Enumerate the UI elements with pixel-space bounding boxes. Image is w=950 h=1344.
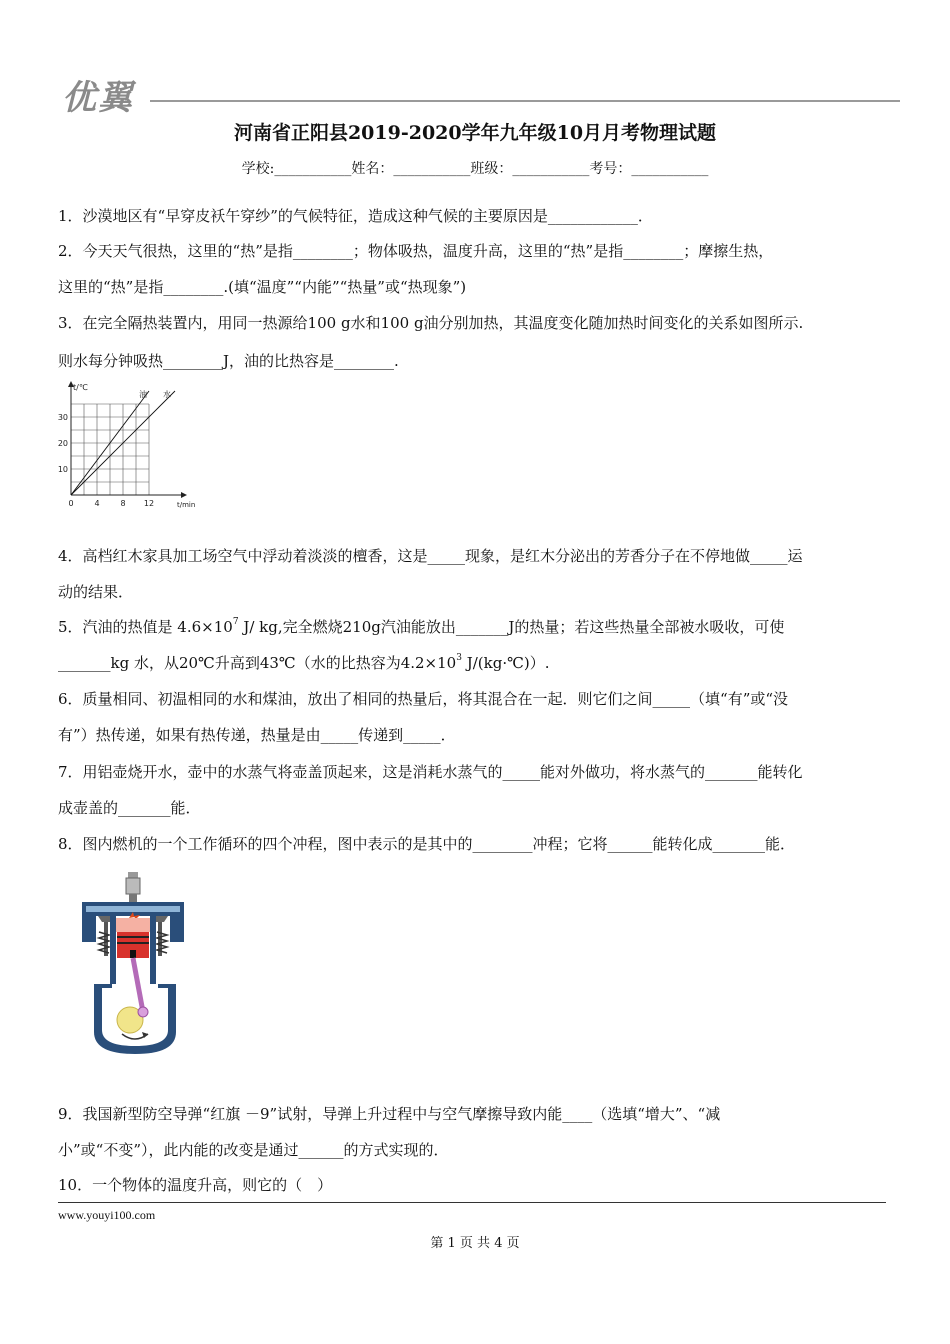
question-3-line-2: 则水每分钟吸热________J，油的比热容是________. [58, 352, 399, 370]
y-tick-label: 10 [57, 465, 68, 474]
question-8: 8．图内燃机的一个工作循环的四个冲程，图中表示的是其中的________冲程；它将______能转化成_______能． [58, 835, 796, 853]
question-7-line-1: 7．用铝壶烧开水，壶中的水蒸气将壶盖顶起来，这是消耗水蒸气的_____能对外做功，将水蒸气的_______能转化 [58, 763, 803, 781]
x-tick-label: 8 [120, 499, 126, 508]
page-title: 河南省正阳县2019-2020学年九年级10月月考物理试题 [233, 122, 717, 144]
page-number: 第 1 页 共 4 页 [430, 1236, 520, 1251]
student-info-line: 学校:___________姓名：___________班级：___________考号：___________ [241, 161, 709, 177]
question-4-line-1: 4．高档红木家具加工场空气中浮动着淡淡的檀香，这是_____现象，是红木分泌出的芳香分子在不停地做_____运 [58, 547, 803, 565]
logo: 优翼 [62, 78, 134, 118]
x-tick-label: 4 [94, 499, 100, 508]
question-10: 10．一个物体的温度升高，则它的（ ） [58, 1176, 333, 1194]
y-tick-label: 30 [57, 413, 68, 422]
y-tick-label: 20 [57, 439, 68, 448]
footer-url: www.youyi100.com [58, 1208, 156, 1222]
question-2-line-2: 这里的“热”是指________.(填“温度”“内能”“热量”或“热现象”) [58, 278, 467, 296]
question-6-line-2: 有”）热传递，如果有热传递，热量是由_____传递到_____． [58, 726, 456, 744]
temperature-time-chart [52, 378, 202, 513]
q5-text-d: J/(kg·℃)）. [461, 654, 550, 672]
question-9-line-1: 9．我国新型防空导弹“红旗 －9”试射，导弹上升过程中与空气摩擦导致内能____（选填“增大”、“减 [58, 1105, 721, 1123]
series-label: 水 [163, 390, 171, 399]
question-4-line-2: 动的结果． [58, 583, 134, 601]
x-tick-label: 0 [68, 499, 74, 508]
series-label: 油 [139, 390, 147, 399]
q5-exponent-1: 7 [232, 617, 239, 627]
question-1: 1．沙漠地区有“早穿皮袄午穿纱”的气候特征，造成这种气候的主要原因是____________． [58, 207, 653, 225]
engine-diagram-icon [80, 872, 190, 1060]
question-3-line-1: 3．在完全隔热装置内，用同一热源给100 g水和100 g油分别加热，其温度变化随加热时间变化的关系如图所示. [58, 314, 804, 332]
question-2-line-1: 2．今天天气很热，这里的“热”是指________；物体吸热，温度升高，这里的“热”是指________；摩擦生热， [58, 242, 774, 260]
q5-text-a: 5．汽油的热值是 4.6×10 [58, 618, 233, 636]
question-9-line-2: 小”或“不变”），此内能的改变是通过______的方式实现的． [58, 1141, 449, 1159]
q5-text-b: J/ kg,完全燃烧210g汽油能放出_______J的热量；若这些热量全部被水吸收，可使 [238, 618, 785, 636]
q5-exponent-2: 3 [456, 653, 462, 663]
question-7-line-2: 成壶盖的_______能． [58, 799, 201, 817]
y-axis-label: t/℃ [73, 383, 88, 392]
question-6-line-1: 6．质量相同、初温相同的水和煤油，放出了相同的热量后，将其混合在一起．则它们之间_____（填“有”或“没 [58, 690, 789, 708]
question-5-line-2 [58, 653, 550, 673]
q5-text-c: _______kg 水，从20℃升高到43℃（水的比热容为4.2×10 [58, 654, 457, 672]
x-axis-label: t/min [177, 501, 196, 509]
footer-divider [58, 1202, 886, 1203]
x-axis-arrow [181, 492, 187, 498]
logo-divider [150, 100, 900, 102]
x-tick-label: 12 [143, 499, 155, 508]
question-5-line-1 [58, 617, 784, 637]
